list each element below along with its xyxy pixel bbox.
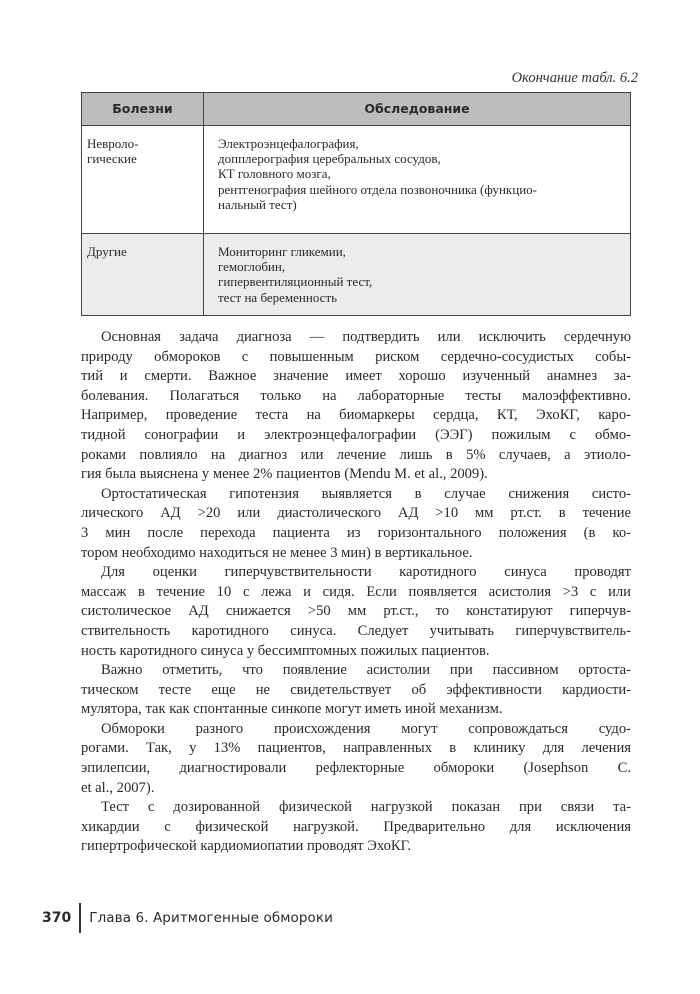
paragraph <box>81 485 631 563</box>
exam-line: рентгенография шейного отдела позвоночника (функцио- <box>218 181 537 197</box>
text-line: Ортостатическая гипотензия выявляется в случае снижения систо- <box>101 485 631 502</box>
paragraph <box>81 798 631 857</box>
page-footer <box>42 903 333 933</box>
text-line: тий и смерти. Важное значение имеет хорошо изученный анамнез за- <box>81 368 631 385</box>
chapter-title: Глава 6. Аритмогенные обмороки <box>89 910 334 926</box>
exam-line: гемоглобин, <box>218 259 286 275</box>
footer-divider <box>79 903 81 933</box>
text-line: Обмороки разного происхождения могут сопровождаться судо- <box>101 720 631 737</box>
exam-cell <box>204 234 631 316</box>
exam-line: Мониторинг гликемии, <box>218 244 346 259</box>
text-line: эпилепсии, диагностировали рефлекторные обмороки (Josephson C. <box>81 760 631 777</box>
header-diseases: Болезни <box>82 93 204 126</box>
exam-line: допплерография церебральных сосудов, <box>218 151 441 167</box>
header-examinations: Обследование <box>204 93 631 126</box>
exam-line: гипервентиляционный тест, <box>218 274 373 290</box>
text-line: ность каротидного синуса у бессимптомных пожилых пациентов. <box>81 642 490 659</box>
text-line: Основная задача диагноза — подтвердить или исключить сердечную <box>101 329 631 345</box>
table-header-row <box>82 93 631 126</box>
table-caption: Окончание табл. 6.2 <box>511 70 638 86</box>
text-line: тидной сонографии и электроэнцефалографии (ЭЭГ) пожилым с обмо- <box>81 426 631 443</box>
exam-line: тест на беременность <box>218 289 338 305</box>
text-line: систолическое АД снижается >50 мм рт.ст., то констатируют гиперчув- <box>81 603 631 620</box>
exam-line: КТ головного мозга, <box>218 166 331 182</box>
text-line: лического АД >20 или диастолического АД >10 мм рт.ст. в течение <box>81 505 631 522</box>
text-line: Для оценки гиперчувствительности каротидного синуса проводят <box>101 564 631 581</box>
disease-line: Невроло- <box>87 136 139 151</box>
text-line: тором необходимо находиться не менее 3 мин) в вертикальное. <box>81 544 473 561</box>
diagnostics-table <box>81 92 631 316</box>
text-line: гия была выяснена у менее 2% пациентов (Mendu M. et al., 2009). <box>81 466 488 483</box>
text-line: роками повлияло на диагноз или лечение лишь в 5% случаев, а этиоло- <box>81 446 631 463</box>
text-line: Важно отметить, что появление асистолии при пассивном ортоста- <box>101 662 631 679</box>
text-line: хикардии с физической нагрузкой. Предварительно для исключения <box>81 818 631 835</box>
disease-line: Другие <box>87 244 127 259</box>
text-line: ствительность каротидного синуса. Следует учитывать гиперчувствитель- <box>81 622 631 639</box>
table-row <box>82 126 631 234</box>
exam-line: нальный тест) <box>218 196 297 212</box>
text-line: Тест с дозированной физической нагрузкой показан при связи та- <box>101 799 631 816</box>
paragraph <box>81 720 631 798</box>
text-line: тическом тесте еще не свидетельствует об эффективности кардиости- <box>81 681 631 698</box>
text-line: 3 мин после перехода пациента из горизонтального положения (в ко- <box>81 524 631 541</box>
text-line: массаж в течение 10 с лежа и сидя. Если появляется асистолия >3 с или <box>81 583 631 600</box>
text-line: гипертрофической кардиомиопатии проводят ЭхоКГ. <box>81 838 412 855</box>
page-number: 370 <box>42 910 72 926</box>
paragraph <box>81 661 631 720</box>
body-text <box>81 328 631 857</box>
text-line: et al., 2007). <box>81 779 155 796</box>
disease-cell <box>82 234 204 316</box>
text-line: Например, проведение теста на биомаркеры сердца, КТ, ЭхоКГ, каро- <box>81 407 631 424</box>
text-line: болевания. Полагаться только на лабораторные тесты малоэффективно. <box>81 387 631 404</box>
paragraph <box>81 328 631 485</box>
paragraph <box>81 563 631 661</box>
table-row <box>82 234 631 316</box>
text-line: мулятора, так как спонтанные синкопе могут иметь иной механизм. <box>81 701 503 718</box>
text-line: природу обмороков с повышенным риском сердечно-сосудистых собы- <box>81 348 631 365</box>
text-line: рогами. Так, у 13% пациентов, направленных в клинику для лечения <box>81 740 631 757</box>
exam-line: Электроэнцефалография, <box>218 136 359 151</box>
disease-line: гические <box>87 151 137 167</box>
exam-cell <box>204 126 631 234</box>
disease-cell <box>82 126 204 234</box>
